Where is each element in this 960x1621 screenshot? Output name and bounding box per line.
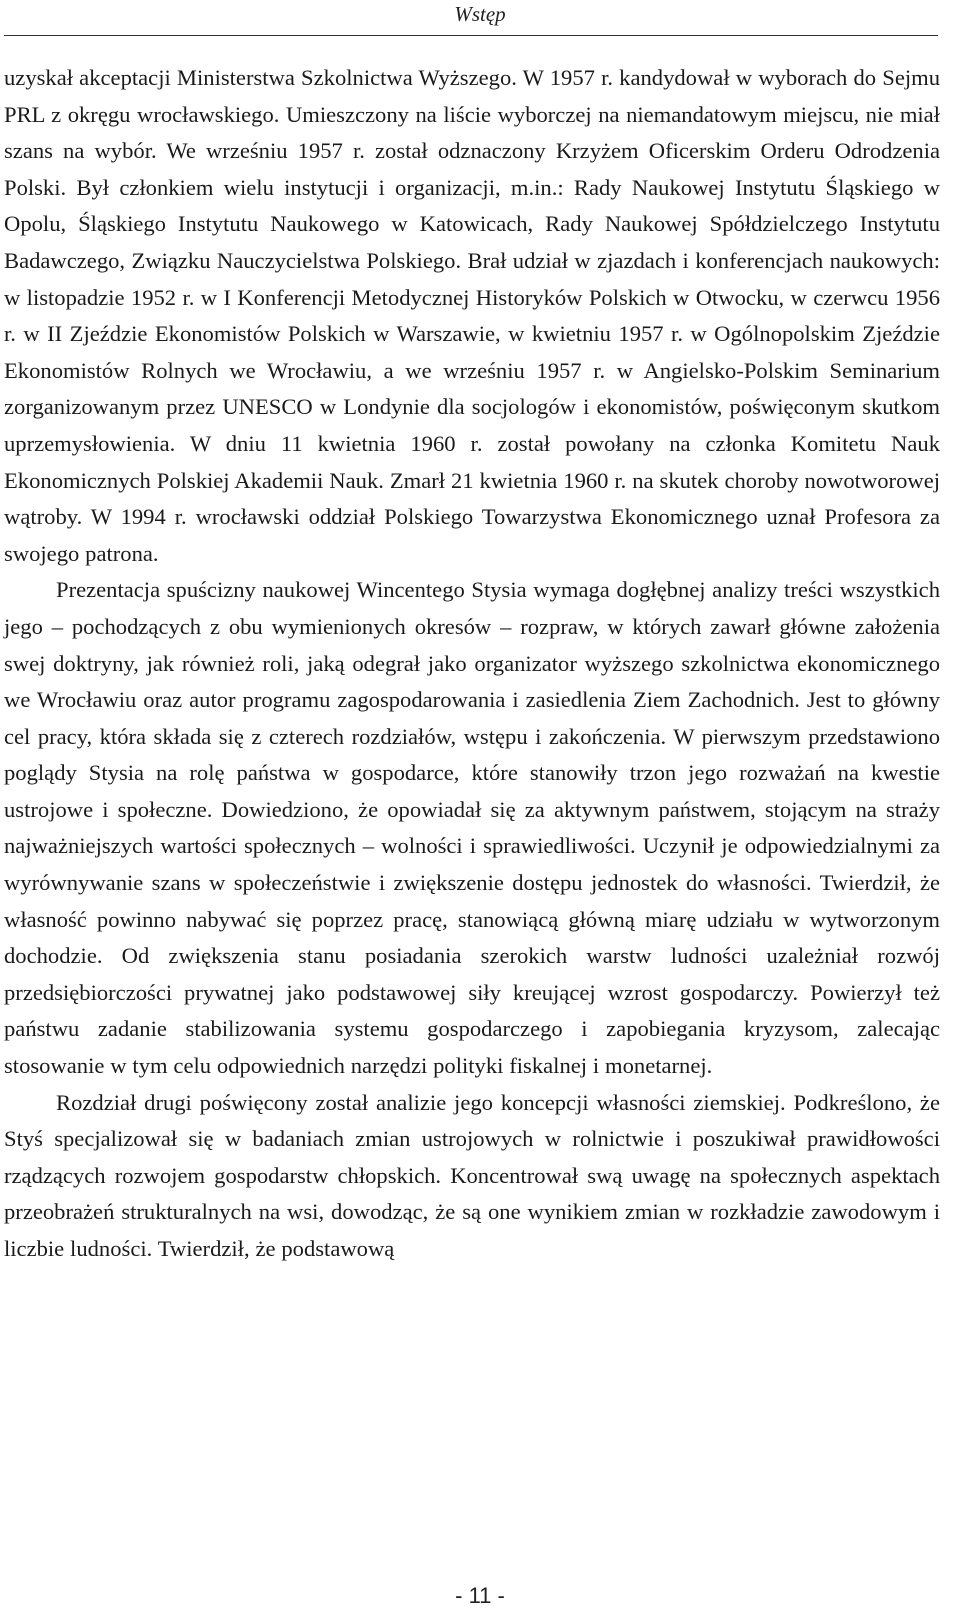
running-head-title: Wstęp: [454, 2, 506, 26]
page-number: - 11 -: [455, 1583, 505, 1608]
running-head-rule: [4, 35, 938, 36]
paragraph-2: Prezentacja spuścizny naukowej Wincentego Stysia wymaga dogłębnej analizy treści wszystkich jego – pochodzących z obu wymienionych okresów – rozpraw, w których zawarł główne założenia swej doktryny, jak również roli, jaką odegrał jako organizator wyższego szkolnictwa ekonomicznego we Wrocławiu oraz autor programu zagospodarowania i zasiedlenia Ziem Zachodnich. Jest to główny cel pracy, która składa się z czterech rozdziałów, wstępu i zakończenia. W pierwszym przedstawiono poglądy Stysia na rolę państwa w gospodarce, które stanowiły trzon jego rozważań na kwestie ustrojowe i społeczne. Dowiedziono, że opowiadał się za aktywnym państwem, stojącym na straży najważniejszych wartości społecznych – wolności i sprawiedliwości. Uczynił je odpowiedzialnymi za wyrównywanie szans w społeczeństwie i zwiększenie dostępu jednostek do własności. Twierdził, że własność powinno nabywać się poprzez pracę, stanowiącą główną miarę udziału w wytworzonym dochodzie. Od zwiększenia stanu posiadania szerokich warstw ludności uzależniał rozwój przedsiębiorczości prywatnej jako podstawowej siły kreującej wzrost gospodarczy. Powierzył też państwu zadanie stabilizowania systemu gospodarczego i zapobiegania kryzysom, zalecając stosowanie w tym celu odpowiednich narzędzi polityki fiskalnej i monetarnej.: [4, 577, 940, 1079]
paragraph-3: Rozdział drugi poświęcony został analizie jego koncepcji własności ziemskiej. Podkreślono, że Styś specjalizował się w badaniach zmian ustrojowych w rolnictwie i poszukiwał prawidłowości rządzących rozwojem gospodarstw chłopskich. Koncentrował swą uwagę na społecznych aspektach przeobrażeń strukturalnych na wsi, dowodząc, że są one wynikiem zmian w rozkładzie zawodowym i liczbie ludności. Twierdził, że podstawową: [4, 1089, 940, 1261]
body-text: [4, 60, 940, 1268]
running-head: [0, 0, 960, 40]
paragraph-1: uzyskał akceptacji Ministerstwa Szkolnictwa Wyższego. W 1957 r. kandydował w wyborach do Sejmu PRL z okręgu wrocławskiego. Umieszczony na liście wyborczej na niemandatowym miejscu, nie miał szans na wybór. We wrześniu 1957 r. został odznaczony Krzyżem Oficerskim Orderu Odrodzenia Polski. Był członkiem wielu instytucji i organizacji, m.in.: Rady Naukowej Instytutu Śląskiego w Opolu, Śląskiego Instytutu Naukowego w Katowicach, Rady Naukowej Spółdzielczego Instytutu Badawczego, Związku Nauczycielstwa Polskiego. Brał udział w zjazdach i konferencjach naukowych: w listopadzie 1952 r. w I Konferencji Metodycznej Historyków Polskich w Otwocku, w czerwcu 1956 r. w II Zjeździe Ekonomistów Polskich w Warszawie, w kwietniu 1957 r. w Ogólnopolskim Zjeździe Ekonomistów Rolnych we Wrocławiu, a we wrześniu 1957 r. w Angielsko-Polskim Seminarium zorganizowanym przez UNESCO w Londynie dla socjologów i ekonomistów, poświęconym skutkom uprzemysłowienia. W dniu 11 kwietnia 1960 r. został powołany na członka Komitetu Nauk Ekonomicznych Polskiej Akademii Nauk. Zmarł 21 kwietnia 1960 r. na skutek choroby nowotworowej wątroby. W 1994 r. wrocławski oddział Polskiego Towarzystwa Ekonomicznego uznał Profesora za swojego patrona.: [4, 65, 940, 566]
